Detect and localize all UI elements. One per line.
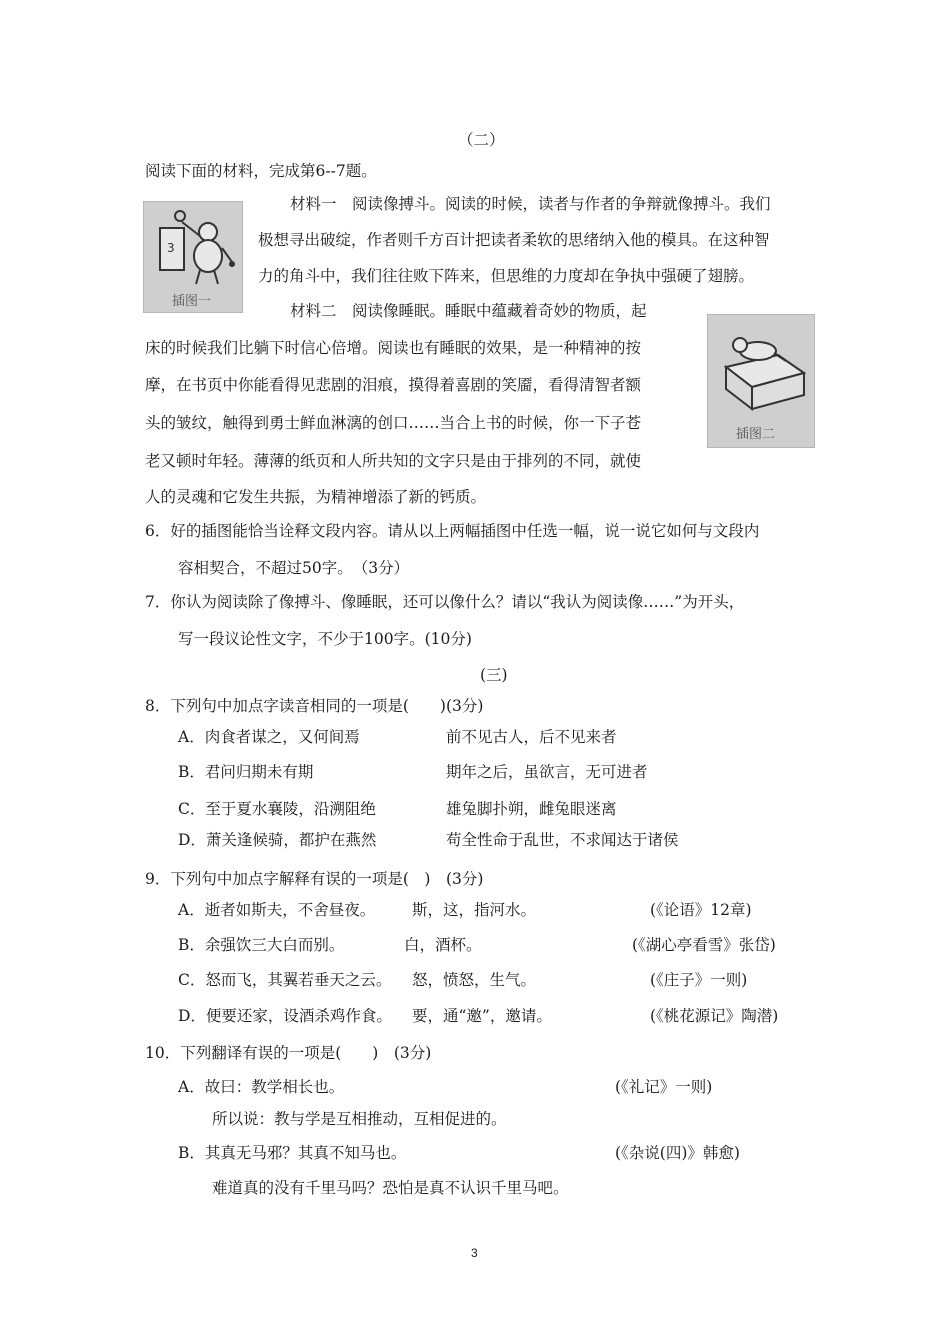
question-7-line-1: 7．你认为阅读除了像搏斗、像睡眠，还可以像什么？请以“我认为阅读像……”为开头，	[145, 593, 745, 611]
q9-option-a-sentence: A．逝者如斯夫，不舍昼夜。	[178, 901, 376, 919]
q9-option-a-gloss: 斯，这，指河水。	[412, 901, 537, 919]
q10-option-b-sentence: B．其真无马邪？其真不知马也。	[178, 1144, 407, 1162]
illustration-2	[707, 314, 815, 448]
q8-option-a: A．肉食者谋之，又何间焉	[178, 728, 360, 746]
question-7-line-2: 写一段议论性文字，不少于100字。(10分)	[178, 630, 472, 648]
section-intro: 阅读下面的材料，完成第6--7题。	[145, 162, 377, 180]
q8-option-b-pair: 期年之后，虽欲言，无可进者	[446, 763, 648, 781]
q10-option-a-sentence: A．故曰：教学相长也。	[178, 1078, 345, 1096]
question-6-line-2: 容相契合，不超过50字。 （3分）	[178, 559, 410, 577]
material-2-line-4: 头的皱纹，触得到勇士鲜血淋漓的创口……当合上书的时候，你一下子苍	[145, 414, 642, 432]
question-8-stem: 8．下列句中加点字读音相同的一项是( )(3分)	[145, 697, 484, 715]
illustration-1	[143, 201, 243, 313]
section-heading-2: （二）	[458, 131, 505, 149]
q9-option-b-gloss: 白，酒杯。	[404, 936, 482, 954]
question-6-line-1: 6．好的插图能恰当诠释文段内容。请从以上两幅插图中任选一幅，说一说它如何与文段内	[145, 522, 760, 540]
material-1-line-1: 材料一 阅读像搏斗。阅读的时候，读者与作者的争辩就像搏斗。我们	[290, 195, 771, 213]
q8-option-d: D．萧关逢候骑，都护在燕然	[178, 831, 377, 849]
q9-option-a-source: (《论语》12章)	[650, 901, 752, 919]
svg-text:3: 3	[167, 241, 175, 255]
material-2-line-6: 人的灵魂和它发生共振，为精神增添了新的钙质。	[145, 488, 487, 506]
question-10-stem: 10．下列翻译有误的一项是( ) (3分)	[145, 1044, 432, 1062]
q9-option-c-sentence: C．怒而飞，其翼若垂天之云。	[178, 971, 392, 989]
q10-option-b-source: (《杂说(四)》韩愈)	[615, 1144, 740, 1162]
q8-option-c-pair: 雄兔脚扑朔，雌兔眼迷离	[446, 800, 617, 818]
q8-option-d-pair: 苟全性命于乱世，不求闻达于诸侯	[446, 831, 679, 849]
material-1-line-2: 极想寻出破绽，作者则千方百计把读者柔软的思绪纳入他的模具。在这种智	[258, 231, 770, 249]
material-2-line-1: 材料二 阅读像睡眠。睡眠中蕴藏着奇妙的物质，起	[290, 302, 647, 320]
q9-option-d-source: (《桃花源记》陶潜)	[650, 1007, 779, 1025]
wrestling-drawing-icon	[144, 202, 242, 292]
q10-option-a-translation: 所以说：教与学是互相推动，互相促进的。	[212, 1110, 507, 1128]
illustration-2-caption: 插图二	[736, 427, 776, 442]
page-number: 3	[471, 1246, 478, 1260]
question-9-stem: 9．下列句中加点字解释有误的一项是( ) (3分)	[145, 870, 484, 888]
q8-option-a-pair: 前不见古人，后不见来者	[446, 728, 617, 746]
q10-option-b-translation: 难道真的没有千里马吗？恐怕是真不认识千里马吧。	[212, 1179, 569, 1197]
illustration-1-caption: 插图一	[172, 294, 212, 309]
q9-option-d-sentence: D．便要还家，设酒杀鸡作食。	[178, 1007, 392, 1025]
q9-option-c-gloss: 怒，愤怒，生气。	[412, 971, 537, 989]
material-1-line-3: 力的角斗中，我们往往败下阵来，但思维的力度却在争执中强硬了翅膀。	[258, 267, 755, 285]
material-2-line-3: 摩，在书页中你能看得见悲剧的泪痕，摸得着喜剧的笑靥，看得清智者额	[145, 376, 642, 394]
q8-option-b: B．君问归期未有期	[178, 763, 314, 781]
material-2-line-2: 床的时候我们比躺下时信心倍增。阅读也有睡眠的效果，是一种精神的按	[145, 339, 642, 357]
q9-option-b-source: (《湖心亭看雪》张岱)	[632, 936, 776, 954]
section-heading-3: (三)	[480, 666, 508, 684]
q9-option-c-source: (《庄子》一则)	[650, 971, 748, 989]
q10-option-a-source: (《礼记》一则)	[615, 1078, 713, 1096]
sleeping-on-book-icon	[708, 315, 814, 415]
q9-option-d-gloss: 要，通“邀”，邀请。	[412, 1007, 552, 1025]
q8-option-c: C．至于夏水襄陵，沿溯阻绝	[178, 800, 376, 818]
material-2-line-5: 老又顿时年轻。薄薄的纸页和人所共知的文字只是由于排列的不同，就使	[145, 452, 642, 470]
q9-option-b-sentence: B．余强饮三大白而别。	[178, 936, 345, 954]
